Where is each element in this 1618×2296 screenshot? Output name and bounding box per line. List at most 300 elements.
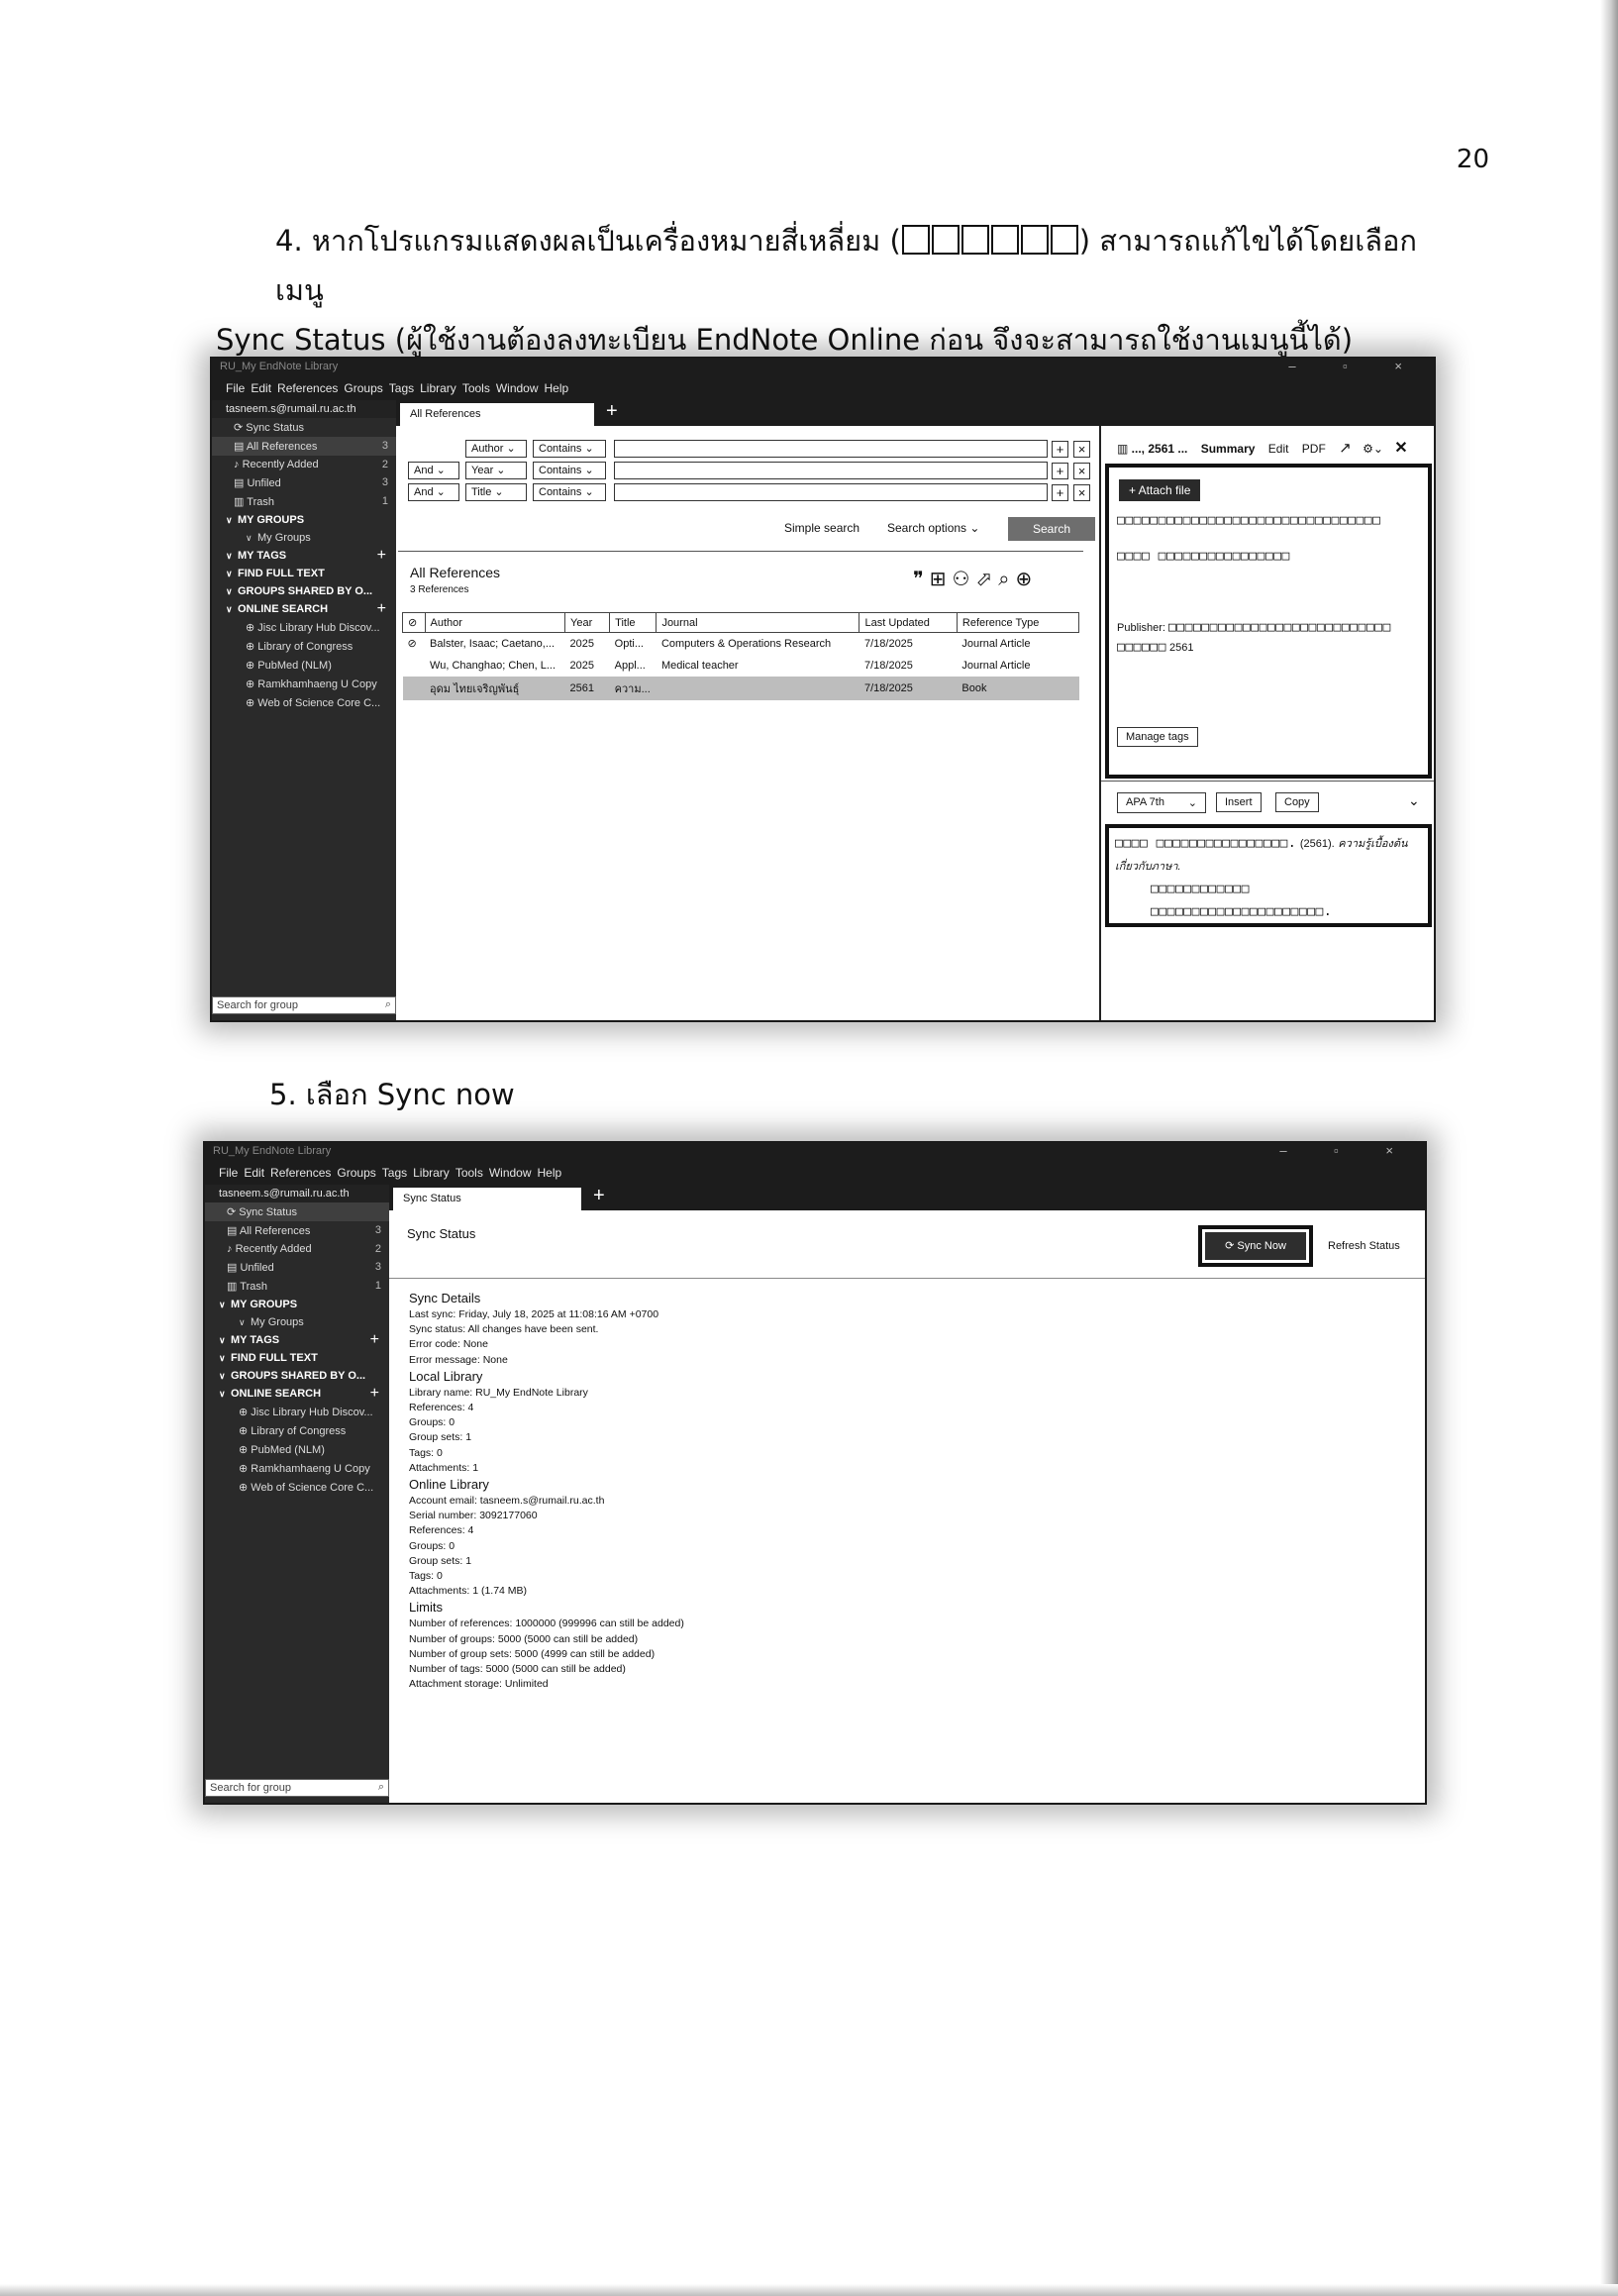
sync-now-button[interactable] (1205, 1232, 1306, 1260)
limits-heading: Limits (409, 1600, 443, 1616)
sidebar-item-my-groups[interactable] (212, 529, 396, 547)
search-placeholder: Search for group (217, 999, 298, 1011)
search-icon: ⌕ (377, 1781, 384, 1793)
detail-line: Error code: None (409, 1338, 488, 1351)
globe-icon: ⊕ (246, 622, 258, 634)
file-icon: ▤ (227, 1262, 241, 1274)
sidebar-item-sync-status[interactable] (205, 1202, 389, 1221)
cell-title: Opti... (614, 637, 644, 650)
chevron-down-icon: ∨ (226, 515, 233, 525)
sidebar (212, 400, 396, 1020)
cell-type: Journal Article (961, 637, 1031, 650)
search-icon: ⌕ (384, 998, 391, 1010)
section-label: FIND FULL TEXT (231, 1352, 318, 1364)
sidebar-item-unfiled[interactable] (212, 473, 396, 492)
step-4-menu-name: Sync Status (216, 323, 386, 357)
menu-file[interactable]: File (226, 381, 246, 395)
cell-year: 2025 (569, 637, 595, 650)
section-find-full-text[interactable] (205, 1349, 389, 1367)
count-badge: 2 (374, 1243, 381, 1255)
detail-line: Number of references: 1000000 (999996 can still be added) (409, 1618, 684, 1630)
detail-line: Attachment storage: Unlimited (409, 1678, 549, 1691)
section-label: MY GROUPS (231, 1299, 298, 1310)
publisher-year: 2561 (1169, 642, 1194, 654)
boolean-select[interactable]: And ⌄ (408, 483, 459, 501)
source-label: Library of Congress (257, 641, 354, 653)
author-square-glyphs: □□□□ □□□□□□□□□□□□□□□□ (1117, 549, 1290, 564)
detail-line: References: 4 (409, 1524, 474, 1537)
section-label: MY TAGS (238, 550, 287, 562)
select-value: Author (471, 443, 504, 455)
column-year[interactable]: Year (565, 613, 610, 633)
citation-year: (2561). (1299, 838, 1335, 850)
online-source-item[interactable] (205, 1459, 389, 1478)
chevron-down-icon: ∨ (239, 1317, 246, 1327)
divider (398, 551, 1083, 552)
section-groups-shared[interactable] (205, 1367, 389, 1385)
table-header (403, 613, 1079, 633)
chevron-down-icon: ∨ (219, 1335, 226, 1345)
copy-button[interactable]: Copy (1275, 792, 1319, 812)
cell-type: Journal Article (961, 659, 1031, 672)
section-my-groups[interactable] (212, 511, 396, 529)
tab-all-references[interactable]: All References (400, 403, 594, 426)
section-label: FIND FULL TEXT (238, 568, 325, 579)
source-label: Ramkhamhaeng U Copy (257, 678, 377, 690)
sidebar-label: Recently Added (242, 459, 319, 470)
divider (1101, 781, 1436, 782)
table-row[interactable] (403, 633, 1079, 655)
add-online-search-button[interactable]: + (376, 600, 386, 617)
window-controls[interactable]: – ▫ × (1288, 359, 1424, 373)
sidebar-label: Unfiled (240, 1262, 274, 1274)
step-5-paragraph: 5. เลือก Sync now (269, 1078, 515, 1111)
page-number: 20 (1456, 145, 1489, 174)
search-placeholder: Search for group (210, 1782, 291, 1794)
sync-icon: ⟳ (234, 422, 247, 434)
globe-icon: ⊕ (239, 1482, 252, 1494)
table-row-selected[interactable] (403, 677, 1079, 700)
column-reference-type[interactable]: Reference Type (957, 613, 1078, 633)
sidebar-item-all-references[interactable] (212, 437, 396, 456)
chevron-down-icon: ⌄ (1187, 797, 1197, 809)
trash-icon: ▥ (227, 1281, 241, 1293)
title-bar (205, 1143, 1425, 1163)
online-source-item[interactable] (212, 656, 396, 675)
chevron-down-icon: ∨ (219, 1371, 226, 1381)
section-label: MY GROUPS (238, 514, 305, 526)
gear-icon[interactable]: ⚙⌄ (1363, 442, 1383, 456)
section-my-tags[interactable] (205, 1331, 389, 1349)
sidebar-label: Unfiled (247, 477, 281, 489)
online-source-item[interactable] (205, 1478, 389, 1497)
sync-details-panel (409, 1290, 1102, 1692)
refresh-status-link[interactable]: Refresh Status (1328, 1240, 1400, 1252)
search-input-year[interactable] (614, 462, 1048, 479)
search-button[interactable]: Search (1008, 517, 1095, 541)
cell-author: Wu, Changhao; Chen, L... (430, 659, 556, 672)
source-label: Jisc Library Hub Discov... (257, 622, 380, 634)
menu-tools[interactable]: Tools (455, 1166, 483, 1180)
globe-icon: ⊕ (246, 641, 258, 653)
search-options-dropdown[interactable]: Search options ⌄ (887, 521, 980, 535)
section-online-search[interactable] (212, 600, 396, 618)
source-label: Web of Science Core C... (257, 697, 381, 709)
attach-file-button[interactable]: + Attach file (1119, 479, 1200, 501)
sidebar-item-recently-added[interactable] (212, 456, 396, 473)
globe-icon: ⊕ (246, 697, 258, 709)
document-icon: ▤ (227, 1225, 240, 1237)
cell-author: อุดม ไทยเจริญพันธุ์ (425, 677, 564, 700)
sidebar-label: My Groups (251, 1316, 304, 1328)
detail-line: Last sync: Friday, July 18, 2025 at 11:08:16 AM +0700 (409, 1308, 659, 1320)
select-value: Contains (539, 486, 582, 498)
panel-divider (1099, 426, 1101, 1022)
column-journal[interactable]: Journal (657, 613, 860, 633)
source-label: Library of Congress (251, 1425, 347, 1437)
trash-icon[interactable]: ▥ (1117, 442, 1132, 456)
tab-bar (389, 1185, 1425, 1210)
menu-help[interactable]: Help (537, 1166, 562, 1180)
select-value: Contains (539, 465, 582, 476)
source-label: Web of Science Core C... (251, 1482, 374, 1494)
chevron-down-icon: ∨ (219, 1389, 226, 1399)
citation-square-glyphs: □□□□ □□□□□□□□□□□□□□□□. (1115, 836, 1297, 851)
count-badge: 1 (381, 495, 388, 507)
citation-square-glyphs: □□□□□□□□□□□□ (1151, 882, 1250, 896)
search-input-author[interactable] (614, 440, 1048, 458)
publisher-label: Publisher: (1117, 622, 1165, 634)
sync-icon: ⟳ (227, 1206, 240, 1218)
file-icon: ▤ (234, 477, 248, 489)
new-tab-button[interactable]: + (606, 400, 618, 422)
publisher-line (1117, 618, 1424, 638)
section-my-tags[interactable] (212, 547, 396, 565)
add-row-button[interactable]: + (1052, 441, 1068, 458)
cell-year: 2025 (569, 659, 595, 672)
section-label: ONLINE SEARCH (231, 1388, 322, 1400)
pop-out-icon[interactable]: ↗ (1339, 440, 1352, 457)
search-group-input[interactable] (205, 1779, 389, 1797)
reference-count: 3 References (410, 584, 469, 595)
globe-icon[interactable]: ⊕ (1015, 569, 1039, 590)
endnote-window-sync-status (203, 1141, 1427, 1805)
simple-search-link[interactable]: Simple search (784, 521, 860, 535)
cell-journal: Computers & Operations Research (660, 637, 832, 650)
list-title: All References (410, 565, 501, 580)
detail-line: Library name: RU_My EndNote Library (409, 1386, 588, 1399)
menu-references[interactable]: References (270, 1166, 332, 1180)
menu-edit[interactable]: Edit (251, 381, 272, 395)
section-groups-shared[interactable] (212, 582, 396, 600)
count-badge: 3 (374, 1261, 381, 1273)
detail-line: Attachments: 1 (1.74 MB) (409, 1585, 528, 1598)
cell-empty (403, 655, 426, 677)
cell-type: Book (957, 677, 1078, 700)
tag-icon[interactable]: ⬀ (975, 569, 999, 590)
menu-file[interactable]: File (219, 1166, 239, 1180)
detail-line: Number of tags: 5000 (5000 can still be added) (409, 1663, 626, 1676)
panel-ref-label: ..., 2561 ... (1131, 442, 1188, 456)
online-source-item[interactable] (205, 1421, 389, 1440)
detail-line: Tags: 0 (409, 1570, 443, 1583)
cell-title: Appl... (614, 659, 646, 672)
sidebar-label: Sync Status (246, 422, 304, 434)
list-toolbar (913, 567, 1038, 591)
cell-journal: Medical teacher (660, 659, 739, 672)
window-title: RU_My EndNote Library (220, 361, 339, 372)
sidebar-item-sync-status[interactable] (212, 418, 396, 437)
column-title[interactable]: Title (610, 613, 657, 633)
title-square-glyphs: □□□□□□□□□□□□□□□□□□□□□□□□□□□□□□□□ (1117, 513, 1381, 528)
quote-icon[interactable]: ❞ (913, 569, 930, 590)
button-label: Sync Now (1237, 1240, 1286, 1252)
add-row-button[interactable]: + (1052, 463, 1068, 479)
tab-pdf[interactable]: PDF (1301, 442, 1326, 456)
section-online-search[interactable] (205, 1385, 389, 1403)
sidebar-item-all-references[interactable] (205, 1221, 389, 1240)
menu-tags[interactable]: Tags (388, 381, 415, 395)
cell-updated: 7/18/2025 (860, 677, 957, 700)
online-library-heading: Online Library (409, 1477, 489, 1493)
chevron-down-icon: ∨ (226, 551, 233, 561)
dropdown-label: Search options (887, 521, 967, 535)
detail-line: References: 4 (409, 1402, 474, 1414)
section-label: GROUPS SHARED BY O... (231, 1370, 366, 1382)
manage-tags-button[interactable]: Manage tags (1117, 727, 1198, 747)
online-source-item[interactable] (205, 1440, 389, 1459)
menu-tags[interactable]: Tags (381, 1166, 408, 1180)
detail-line: Number of groups: 5000 (5000 can still be added) (409, 1632, 639, 1645)
remove-row-button[interactable]: × (1073, 441, 1090, 458)
local-library-heading: Local Library (409, 1368, 483, 1384)
online-source-item[interactable] (212, 693, 396, 712)
detail-line: Number of group sets: 5000 (4999 can still be added) (409, 1647, 656, 1660)
source-label: Jisc Library Hub Discov... (251, 1407, 373, 1418)
menu-library[interactable]: Library (413, 1166, 450, 1180)
chevron-down-icon[interactable]: ⌄ (1408, 792, 1420, 808)
sidebar-label: All References (239, 1225, 311, 1237)
count-badge: 3 (381, 440, 388, 452)
publisher-square-glyphs: □□□□□□□□□□□□□□□□□□□□□□□□□□□ (1167, 620, 1391, 635)
select-value: Contains (539, 443, 582, 455)
sidebar-item-recently-added[interactable] (205, 1240, 389, 1258)
bell-icon: ♪ (227, 1243, 236, 1255)
citation-title: ความรู้เบื้องต้นเกี่ยวกับภาษา. (1115, 838, 1408, 873)
detail-line: Tags: 0 (409, 1446, 443, 1459)
remove-row-button[interactable]: × (1073, 463, 1090, 479)
globe-icon: ⊕ (239, 1425, 252, 1437)
chevron-down-icon: ∨ (246, 533, 253, 543)
table-row[interactable] (403, 655, 1079, 677)
tab-summary[interactable]: Summary (1200, 442, 1256, 456)
detail-line: Group sets: 1 (409, 1554, 472, 1567)
boolean-select[interactable]: And ⌄ (408, 462, 459, 479)
tab-sync-status[interactable]: Sync Status (393, 1188, 581, 1210)
cell-updated: 7/18/2025 (863, 637, 913, 650)
chevron-down-icon: ∨ (219, 1353, 226, 1363)
add-online-search-button[interactable]: + (369, 1385, 379, 1402)
window-title: RU_My EndNote Library (213, 1145, 332, 1157)
menu-window[interactable]: Window (488, 1166, 532, 1180)
sidebar-label: Recently Added (235, 1243, 312, 1255)
menu-tools[interactable]: Tools (461, 381, 490, 395)
citation-style-select[interactable] (1117, 792, 1206, 813)
window-controls[interactable]: – ▫ × (1279, 1143, 1415, 1158)
publisher-line-2 (1117, 638, 1194, 658)
tab-bar (396, 400, 1434, 426)
search-condition-select[interactable]: Contains ⌄ (533, 483, 606, 501)
chevron-down-icon: ∨ (226, 569, 233, 578)
select-value: Title (471, 486, 492, 498)
tab-edit[interactable]: Edit (1267, 442, 1289, 456)
account-email: tasneem.s@rumail.ru.ac.th (205, 1185, 389, 1202)
menu-groups[interactable]: Groups (344, 381, 383, 395)
sidebar-label: Trash (247, 496, 274, 508)
remove-row-button[interactable]: × (1073, 484, 1090, 501)
globe-icon: ⊕ (239, 1463, 252, 1475)
section-find-full-text[interactable] (212, 565, 396, 582)
publisher-square-glyphs: □□□□□□ (1117, 640, 1166, 655)
find-pdf-icon[interactable]: ⌕ (998, 569, 1016, 590)
online-source-item[interactable] (205, 1403, 389, 1421)
globe-icon: ⊕ (239, 1444, 252, 1456)
cell-title: ความ... (610, 677, 657, 700)
search-condition-select[interactable]: Contains ⌄ (533, 440, 606, 458)
sidebar-label: Sync Status (239, 1206, 297, 1218)
add-row-button[interactable]: + (1052, 484, 1068, 501)
sidebar-item-unfiled[interactable] (205, 1258, 389, 1277)
citation-square-glyphs: □□□□□□□□□□□□□□□□□□□□□. (1151, 904, 1333, 919)
column-last-updated[interactable]: Last Updated (860, 613, 957, 633)
sidebar-label: My Groups (257, 532, 311, 544)
divider (389, 1278, 1427, 1279)
new-tab-button[interactable]: + (593, 1185, 605, 1206)
detail-line: Error message: None (409, 1353, 508, 1366)
step-4-paragraph (216, 216, 1444, 365)
select-value: Year (471, 465, 494, 476)
search-field-select[interactable]: Year ⌄ (465, 462, 527, 479)
step-4-text-c: (ผู้ใช้งานต้องลงทะเบียน EndNote Online ก่อน จึงจะสามารถใช้งานเมนูนี้ได้) (385, 323, 1354, 357)
endnote-window-all-references (210, 357, 1436, 1022)
section-label: MY TAGS (231, 1334, 280, 1346)
search-field-select[interactable]: Author ⌄ (465, 440, 527, 458)
select-value: APA 7th (1126, 796, 1164, 808)
step-4-text-b: ) สามารถแก้ไขได้โดยเลือกเมนู (275, 224, 1417, 307)
search-field-select[interactable]: Title ⌄ (465, 483, 527, 501)
add-reference-icon[interactable]: ⊞ (929, 569, 953, 590)
panel-header (1117, 438, 1408, 458)
section-label: ONLINE SEARCH (238, 603, 329, 615)
share-user-icon[interactable]: ⚇ (952, 569, 976, 590)
count-badge: 3 (381, 476, 388, 488)
online-source-item[interactable] (212, 637, 396, 656)
menu-library[interactable]: Library (420, 381, 456, 395)
cell-year: 2561 (565, 677, 610, 700)
cell-empty (403, 677, 426, 700)
count-badge: 2 (381, 459, 388, 470)
detail-line: Groups: 0 (409, 1416, 455, 1429)
count-badge: 3 (374, 1224, 381, 1236)
menu-groups[interactable]: Groups (337, 1166, 376, 1180)
detail-line: Sync status: All changes have been sent. (409, 1323, 599, 1336)
select-value: And (414, 486, 434, 498)
section-label: GROUPS SHARED BY O... (238, 585, 373, 597)
close-icon[interactable]: ✕ (1394, 440, 1408, 457)
detail-line: Attachments: 1 (409, 1461, 479, 1474)
sidebar-item-trash[interactable] (205, 1277, 389, 1296)
cell-author: Balster, Isaac; Caetano,... (430, 637, 556, 650)
detail-line: Serial number: 3092177060 (409, 1510, 538, 1522)
paperclip-icon: ⊘ (407, 638, 417, 651)
page-edge-shadow (1600, 0, 1618, 2296)
column-author[interactable]: Author (425, 613, 564, 633)
globe-icon: ⊕ (246, 660, 258, 672)
section-my-groups[interactable] (205, 1296, 389, 1313)
select-value: And (414, 465, 434, 476)
menu-edit[interactable]: Edit (244, 1166, 265, 1180)
attachment-column-icon[interactable]: ⊘ (403, 613, 426, 633)
menu-help[interactable]: Help (544, 381, 569, 395)
square-glyphs (901, 224, 1079, 258)
chevron-down-icon: ∨ (226, 604, 233, 614)
detail-line: Account email: tasneem.s@rumail.ru.ac.th (409, 1495, 605, 1508)
search-input-title[interactable] (614, 483, 1048, 501)
title-bar (212, 359, 1434, 378)
globe-icon: ⊕ (239, 1407, 252, 1418)
source-label: PubMed (NLM) (251, 1444, 325, 1456)
menu-bar (205, 1163, 1425, 1185)
menu-window[interactable]: Window (495, 381, 539, 395)
online-source-item[interactable] (212, 675, 396, 693)
source-label: PubMed (NLM) (257, 660, 332, 672)
bell-icon: ♪ (234, 459, 243, 470)
page-bottom-shadow (0, 2284, 1618, 2296)
count-badge: 1 (374, 1280, 381, 1292)
detail-line: Group sets: 1 (409, 1431, 472, 1444)
step-4-line-1 (216, 216, 1444, 315)
sidebar-label: All References (246, 441, 318, 453)
chevron-down-icon: ∨ (226, 586, 233, 596)
menu-bar (212, 378, 1434, 400)
search-group-input[interactable] (212, 996, 396, 1014)
add-tag-button[interactable]: + (369, 1331, 379, 1348)
cell-updated: 7/18/2025 (863, 659, 913, 672)
sync-icon: ⟳ (1225, 1240, 1238, 1252)
cell-journal (657, 677, 860, 700)
online-source-item[interactable] (212, 618, 396, 637)
sidebar-label: Trash (240, 1281, 267, 1293)
account-email: tasneem.s@rumail.ru.ac.th (212, 400, 396, 418)
source-label: Ramkhamhaeng U Copy (251, 1463, 370, 1475)
step-4-text-a: 4. หากโปรแกรมแสดงผลเป็นเครื่องหมายสี่เหลี่ยม ( (275, 224, 901, 258)
search-condition-select[interactable]: Contains ⌄ (533, 462, 606, 479)
document-icon: ▤ (234, 441, 247, 453)
sidebar-item-my-groups[interactable] (205, 1313, 389, 1331)
sidebar-item-trash[interactable] (212, 492, 396, 511)
insert-button[interactable]: Insert (1216, 792, 1262, 812)
chevron-down-icon: ∨ (219, 1300, 226, 1309)
add-tag-button[interactable]: + (376, 547, 386, 564)
sync-details-heading: Sync Details (409, 1291, 481, 1305)
references-table (402, 612, 1079, 700)
trash-icon: ▥ (234, 496, 248, 508)
formatted-citation (1115, 832, 1422, 923)
globe-icon: ⊕ (246, 678, 258, 690)
sidebar (205, 1185, 389, 1803)
detail-line: Groups: 0 (409, 1539, 455, 1552)
menu-references[interactable]: References (277, 381, 339, 395)
